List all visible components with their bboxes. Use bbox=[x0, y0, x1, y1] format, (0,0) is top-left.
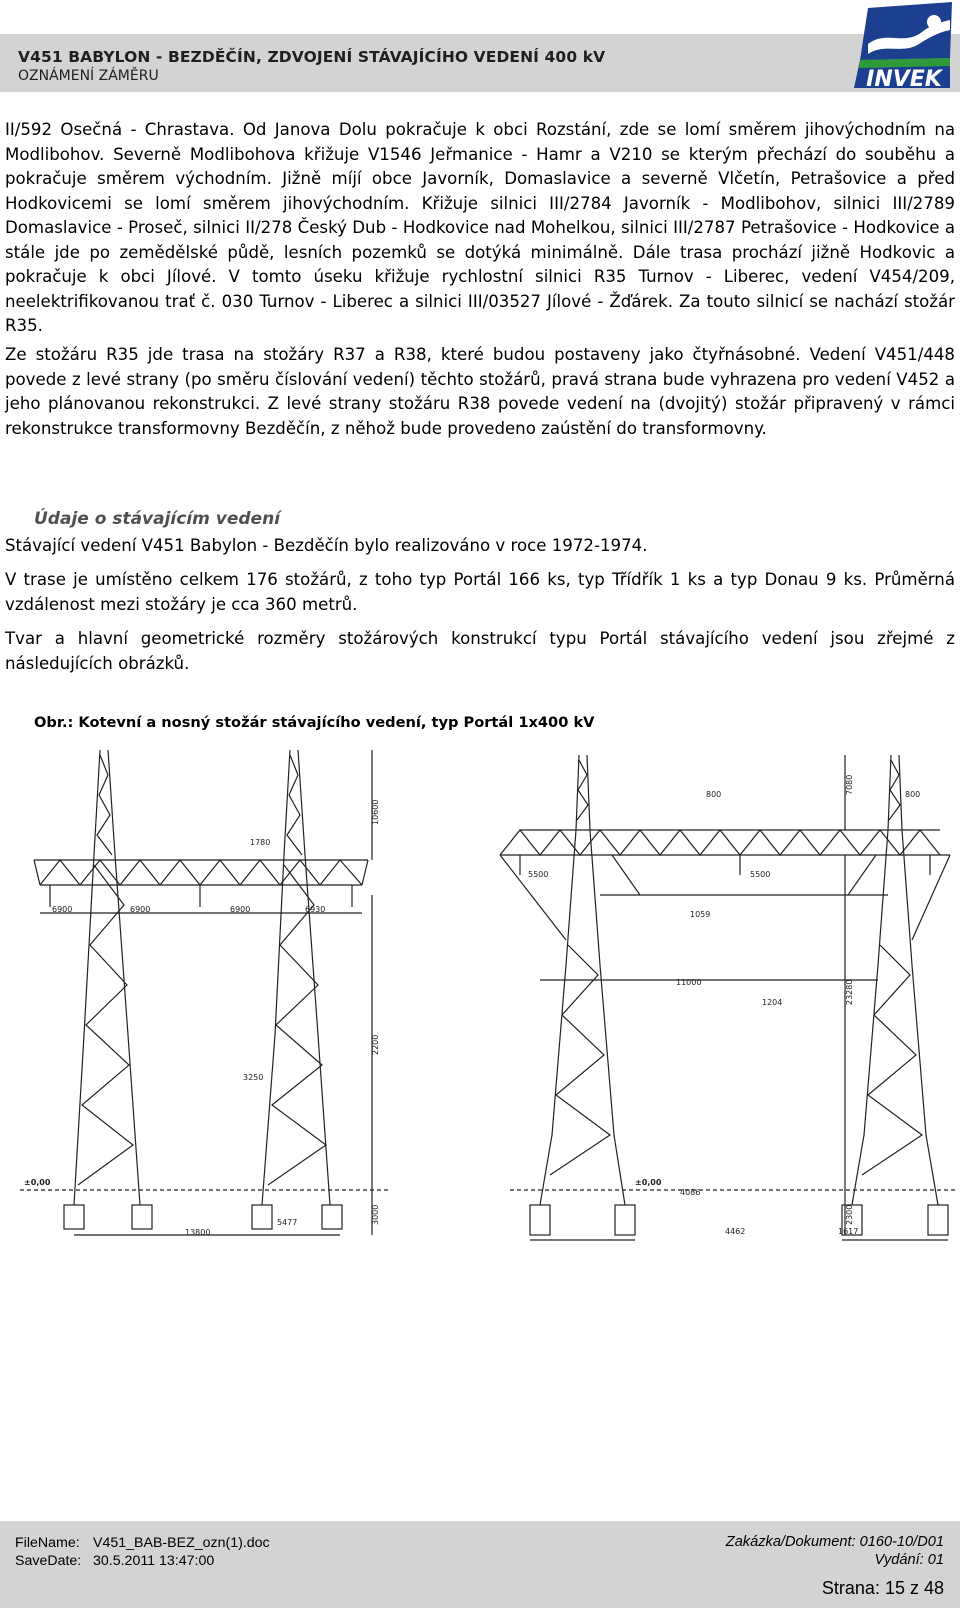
invek-logo bbox=[846, 0, 956, 92]
svg-text:7080: 7080 bbox=[845, 774, 854, 795]
svg-text:4462: 4462 bbox=[725, 1227, 746, 1236]
paragraph-shape bbox=[5, 627, 955, 676]
paragraph-count bbox=[5, 568, 955, 617]
order-number: Zakázka/Dokument: 0160-10/D01 bbox=[725, 1534, 944, 1550]
figure-caption: Obr.: Kotevní a nosný stožár stávajícího vedení, typ Portál 1x400 kV bbox=[34, 714, 595, 731]
svg-text:11000: 11000 bbox=[676, 978, 702, 987]
svg-text:800: 800 bbox=[905, 790, 921, 799]
svg-text:1204: 1204 bbox=[762, 998, 783, 1007]
svg-text:3250: 3250 bbox=[243, 1073, 264, 1082]
tower-drawing bbox=[0, 735, 960, 1280]
paragraph-towers bbox=[5, 343, 955, 441]
svg-text:10600: 10600 bbox=[371, 799, 380, 825]
paragraph-4: V trase je umístěno celkem 176 stožárů, z toho typ Portál 166 ks, typ Třídřík 1 ks a typ Donau 9 ks. Průměrná vzdálenost mezi stožáry je cca 360 metrů. bbox=[5, 570, 955, 614]
svg-text:2300: 2300 bbox=[845, 1204, 854, 1225]
svg-text:1617: 1617 bbox=[838, 1227, 859, 1236]
paragraph-1: II/592 Osečná - Chrastava. Od Janova Dolu pokračuje k obci Rozstání, zde se lomí směrem jihovýchodním na Modlibohov. Severně Modlibohova křižuje V1546 Jeřmanice - Hamr a V210 se kterým přechází do souběhu a pokračuje směrem východním. Jižně míjí obce Javorník, Domaslavice a severně Vlčetín, Petrašovice a před Hodkovicemi se lomí směrem jihovýchodním. Křižuje silnici III/2784 Javorník - Modlibohov, silnici III/2789 Domaslavice - Proseč, silnici II/278 Český Dub - Hodkovice nad Mohelkou, silnici III/2787 Petrašovice - Hodkovice a stále jde po zemědělské půdě, lesních pozemků se dotýká minimálně. Dále trasa prochází jižně Hodkovic a pokračuje k obci Jílové. V tomto úseku křižuje rychlostní silnici R35 Turnov - Liberec, vedení V454/209, neelektrifikovanou trať č. 030 Turnov - Liberec a silnici III/03527 Jílové - Žďárek. Za touto silnicí se nachází stožár R35. bbox=[5, 120, 955, 335]
svg-text:13800: 13800 bbox=[185, 1228, 211, 1237]
right-tower-portal bbox=[500, 755, 955, 1240]
left-tower-dimensions bbox=[24, 800, 380, 1237]
svg-text:1059: 1059 bbox=[690, 910, 711, 919]
right-tower-dimensions bbox=[528, 775, 920, 1236]
edition: Vydání: 01 bbox=[874, 1552, 944, 1568]
svg-text:6900: 6900 bbox=[130, 905, 151, 914]
svg-text:6930: 6930 bbox=[305, 905, 326, 914]
svg-text:1780: 1780 bbox=[250, 838, 271, 847]
filename-value: V451_BAB-BEZ_ozn(1).doc bbox=[93, 1535, 270, 1551]
paragraph-2: Ze stožáru R35 jde trasa na stožáry R37 a R38, které budou postaveny jako čtyřnásobné. Vedení V451/448 povede z levé strany (po směru číslování vedení) těchto stožárů, pravá strana bude vyhrazena pro vedení V452 a jeho plánovanou rekonstrukci. Z levé strany stožáru R38 povede vedení na (dvojitý) stožár připravený v rámci rekonstrukce transformovny Bezděčín, z něhož bude provedeno zaústění do transformovny. bbox=[5, 345, 955, 438]
filename-label: FileName: bbox=[15, 1535, 80, 1551]
svg-text:800: 800 bbox=[706, 790, 722, 799]
svg-text:23280: 23280 bbox=[845, 979, 854, 1005]
document-title: V451 BABYLON - BEZDĚČÍN, ZDVOJENÍ STÁVAJÍCÍHO VEDENÍ 400 kV bbox=[18, 48, 606, 66]
svg-text:4086: 4086 bbox=[680, 1188, 701, 1197]
svg-text:±0,00: ±0,00 bbox=[24, 1178, 51, 1187]
logo-text: INVEK bbox=[866, 67, 942, 92]
document-subtitle: OZNÁMENÍ ZÁMĚRU bbox=[18, 68, 159, 84]
svg-text:5500: 5500 bbox=[528, 870, 549, 879]
savedate-label: SaveDate: bbox=[15, 1553, 82, 1569]
paragraph-existing bbox=[5, 534, 955, 559]
savedate-value: 30.5.2011 13:47:00 bbox=[93, 1553, 215, 1569]
paragraph-3: Stávající vedení V451 Babylon - Bezděčín bylo realizováno v roce 1972-1974. bbox=[5, 536, 648, 555]
paragraph-route bbox=[5, 118, 955, 339]
section-heading: Údaje o stávajícím vedení bbox=[34, 509, 281, 529]
svg-text:±0,00: ±0,00 bbox=[635, 1178, 662, 1187]
paragraph-5: Tvar a hlavní geometrické rozměry stožárových konstrukcí typu Portál stávajícího vedení jsou zřejmé z následujících obrázků. bbox=[5, 629, 955, 673]
svg-text:5500: 5500 bbox=[750, 870, 771, 879]
svg-text:6900: 6900 bbox=[230, 905, 251, 914]
svg-text:5477: 5477 bbox=[277, 1218, 298, 1227]
svg-text:2200: 2200 bbox=[371, 1034, 380, 1055]
left-tower-portal bbox=[20, 750, 390, 1235]
page-number: Strana: 15 z 48 bbox=[821, 1578, 944, 1598]
svg-text:3000: 3000 bbox=[371, 1204, 380, 1225]
svg-text:6900: 6900 bbox=[52, 905, 73, 914]
